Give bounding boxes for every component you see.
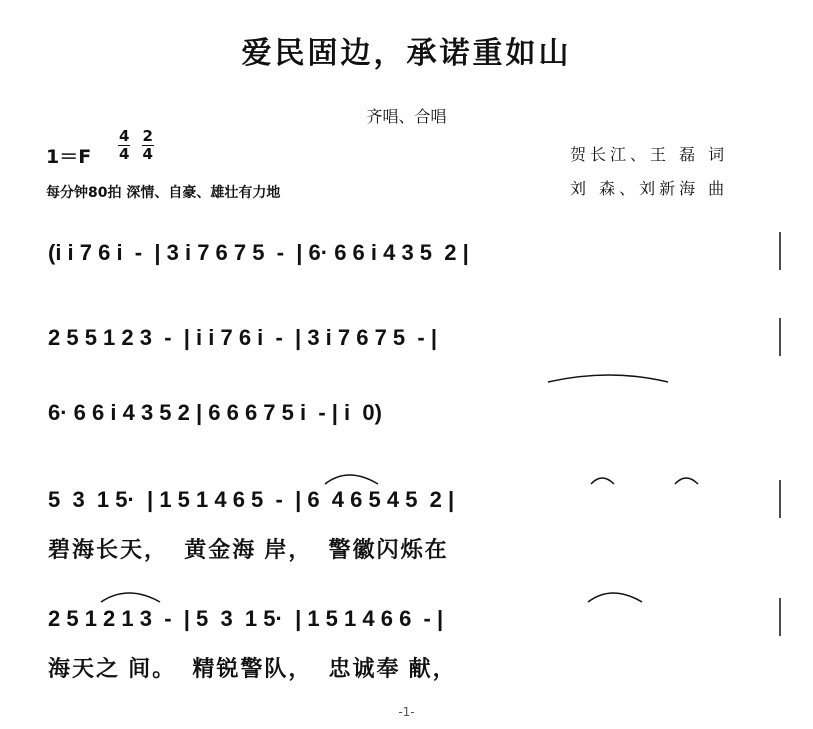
time-sig-1-bottom: 4 bbox=[119, 145, 130, 163]
key-signature: 1＝F bbox=[46, 146, 92, 168]
slur-arc bbox=[591, 478, 614, 484]
composer-credit: 刘 森、刘新海 曲 bbox=[570, 179, 729, 198]
tempo-marking: 每分钟80拍 深情、自豪、雄壮有力地 bbox=[46, 185, 281, 201]
slur-arc bbox=[675, 478, 698, 484]
tie-arc bbox=[548, 375, 668, 382]
slur-arc bbox=[588, 593, 642, 602]
system-4-notes: 5 3 1 5· | 1 5 1 4 6 5 - | 6 4 6 5 4 5 2 | bbox=[48, 487, 455, 512]
page-number: -1- bbox=[398, 705, 415, 719]
time-sig-2-bottom: 4 bbox=[142, 145, 153, 163]
system-3-notes: 6· 6 6 i 4 3 5 2 | 6 6 6 7 5 i - | i 0) bbox=[48, 400, 382, 425]
system-1-notes: (i i 7 6 i - | 3 i 7 6 7 5 - | 6· 6 6 i 4 3 5 2 | bbox=[48, 240, 469, 265]
time-sig-2-top: 2 bbox=[142, 127, 153, 145]
performance-style: 齐唱、合唱 bbox=[366, 107, 447, 126]
lyricist-credit: 贺长江、王 磊 词 bbox=[570, 145, 729, 164]
slur-arc bbox=[325, 475, 378, 484]
system-5-lyrics: 海天之 间。 精锐警队， 忠诚奉 献， bbox=[48, 656, 457, 681]
slur-arc bbox=[101, 593, 160, 602]
time-sig-1-top: 4 bbox=[119, 127, 130, 145]
song-title: 爱民固边，承诺重如山 bbox=[241, 36, 572, 71]
system-2-notes: 2 5 5 1 2 3 - | i i 7 6 i - | 3 i 7 6 7 5 - | bbox=[48, 325, 437, 350]
system-4-lyrics: 碧海长天， 黄金海 岸， 警徽闪烁在 bbox=[48, 537, 449, 562]
system-5-notes: 2 5 1 2 1 3 - | 5 3 1 5· | 1 5 1 4 6 6 - | bbox=[48, 606, 444, 631]
